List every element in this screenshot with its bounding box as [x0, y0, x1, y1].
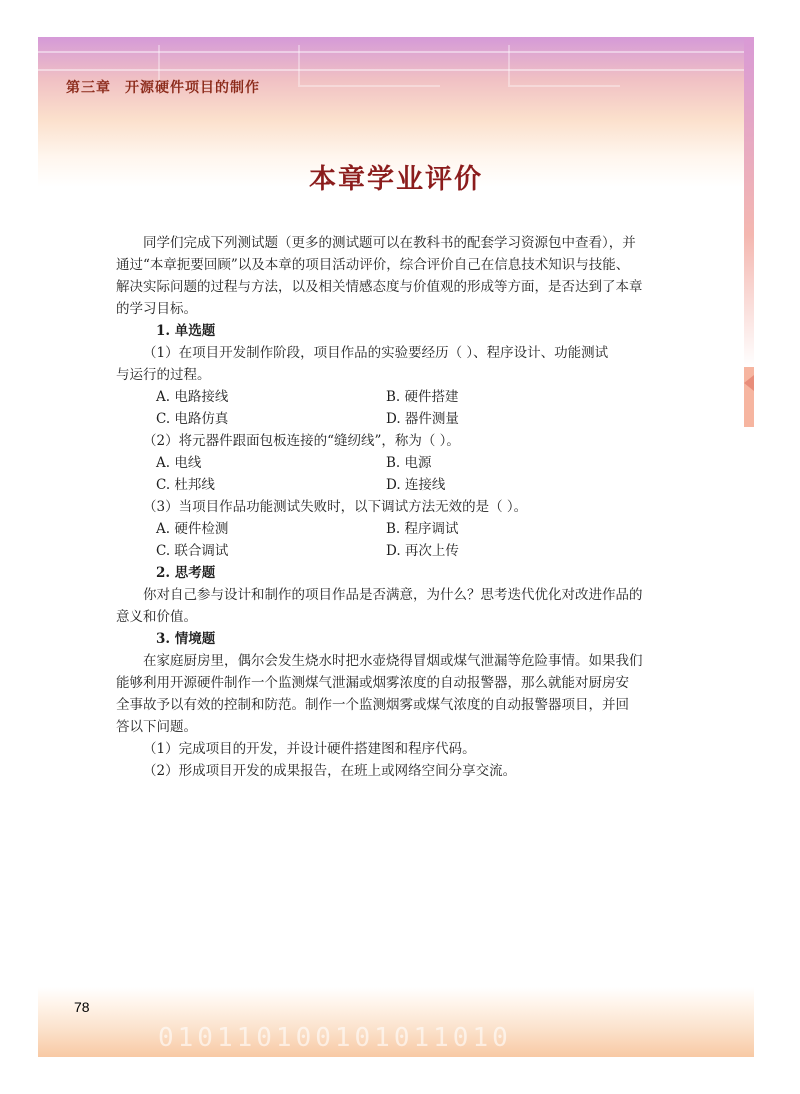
option-d: D. 连接线 [386, 477, 446, 493]
question-3: （3）当项目作品功能测试失败时，以下调试方法无效的是（ ）。 [143, 499, 528, 515]
chapter-name: 开源硬件项目的制作 [125, 80, 260, 96]
chapter-label: 第三章 [66, 80, 111, 96]
footer-digits-decoration: 010110100101011010 [158, 1023, 512, 1053]
question-1-cont: 与运行的过程。 [116, 367, 211, 383]
intro-line: 同学们完成下列测试题（更多的测试题可以在教科书的配套学习资源包中查看），并 [143, 235, 636, 251]
intro-line: 解决实际问题的过程与方法，以及相关情感态度与价值观的形成等方面，是否达到了本章 [116, 279, 643, 295]
page-edge-decoration [744, 37, 754, 367]
option-b: B. 程序调试 [386, 521, 459, 537]
question-2: （2）将元器件跟面包板连接的“缝纫线”，称为（ ）。 [143, 433, 460, 449]
question-1-options [116, 408, 696, 430]
question-3-options [116, 540, 696, 562]
page-number: 78 [74, 999, 90, 1015]
side-tab-arrow-icon [744, 375, 754, 391]
option-c: C. 联合调试 [156, 543, 229, 559]
option-a: A. 电路接线 [156, 389, 229, 405]
question-1-options [116, 386, 696, 408]
scenario-item-2: （2）形成项目开发的成果报告，在班上或网络空间分享交流。 [143, 763, 517, 779]
question-3-options [116, 518, 696, 540]
scenario-line: 答以下问题。 [116, 719, 197, 735]
option-d: D. 再次上传 [386, 543, 459, 559]
assessment-content [116, 232, 696, 782]
question-2-options [116, 452, 696, 474]
scenario-item-1: （1）完成项目的开发，并设计硬件搭建图和程序代码。 [143, 741, 476, 757]
option-b: B. 电源 [386, 455, 432, 471]
question-1: （1）在项目开发制作阶段，项目作品的实验要经历（ ）、程序设计、功能测试 [143, 345, 609, 361]
thinking-question: 你对自己参与设计和制作的项目作品是否满意，为什么？思考迭代优化对改进作品的 [143, 587, 643, 603]
thinking-question-cont: 意义和价值。 [116, 609, 197, 625]
question-2-options [116, 474, 696, 496]
circuit-decoration [298, 45, 440, 87]
section-heading-scenario: 3. 情境题 [156, 631, 216, 647]
option-c: C. 电路仿真 [156, 411, 229, 427]
circuit-decoration [508, 45, 620, 87]
option-b: B. 硬件搭建 [386, 389, 459, 405]
option-a: A. 电线 [156, 455, 202, 471]
scenario-line: 能够利用开源硬件制作一个监测煤气泄漏或烟雾浓度的自动报警器，那么就能对厨房安 [116, 675, 629, 691]
intro-line: 通过“本章扼要回顾”以及本章的项目活动评价，综合评价自己在信息技术知识与技能、 [116, 257, 630, 273]
section-heading-single-choice: 1. 单选题 [156, 323, 216, 339]
option-d: D. 器件测量 [386, 411, 459, 427]
scenario-line: 全事故予以有效的控制和防范。制作一个监测烟雾或煤气浓度的自动报警器项目，并回 [116, 697, 629, 713]
section-heading-thinking: 2. 思考题 [156, 565, 216, 581]
intro-line: 的学习目标。 [116, 301, 197, 317]
chapter-heading [66, 77, 274, 97]
scenario-line: 在家庭厨房里，偶尔会发生烧水时把水壶烧得冒烟或煤气泄漏等危险事情。如果我们 [143, 653, 643, 669]
option-a: A. 硬件检测 [156, 521, 229, 537]
option-c: C. 杜邦线 [156, 477, 215, 493]
footer-banner [38, 987, 754, 1057]
page-title: 本章学业评价 [309, 164, 483, 195]
